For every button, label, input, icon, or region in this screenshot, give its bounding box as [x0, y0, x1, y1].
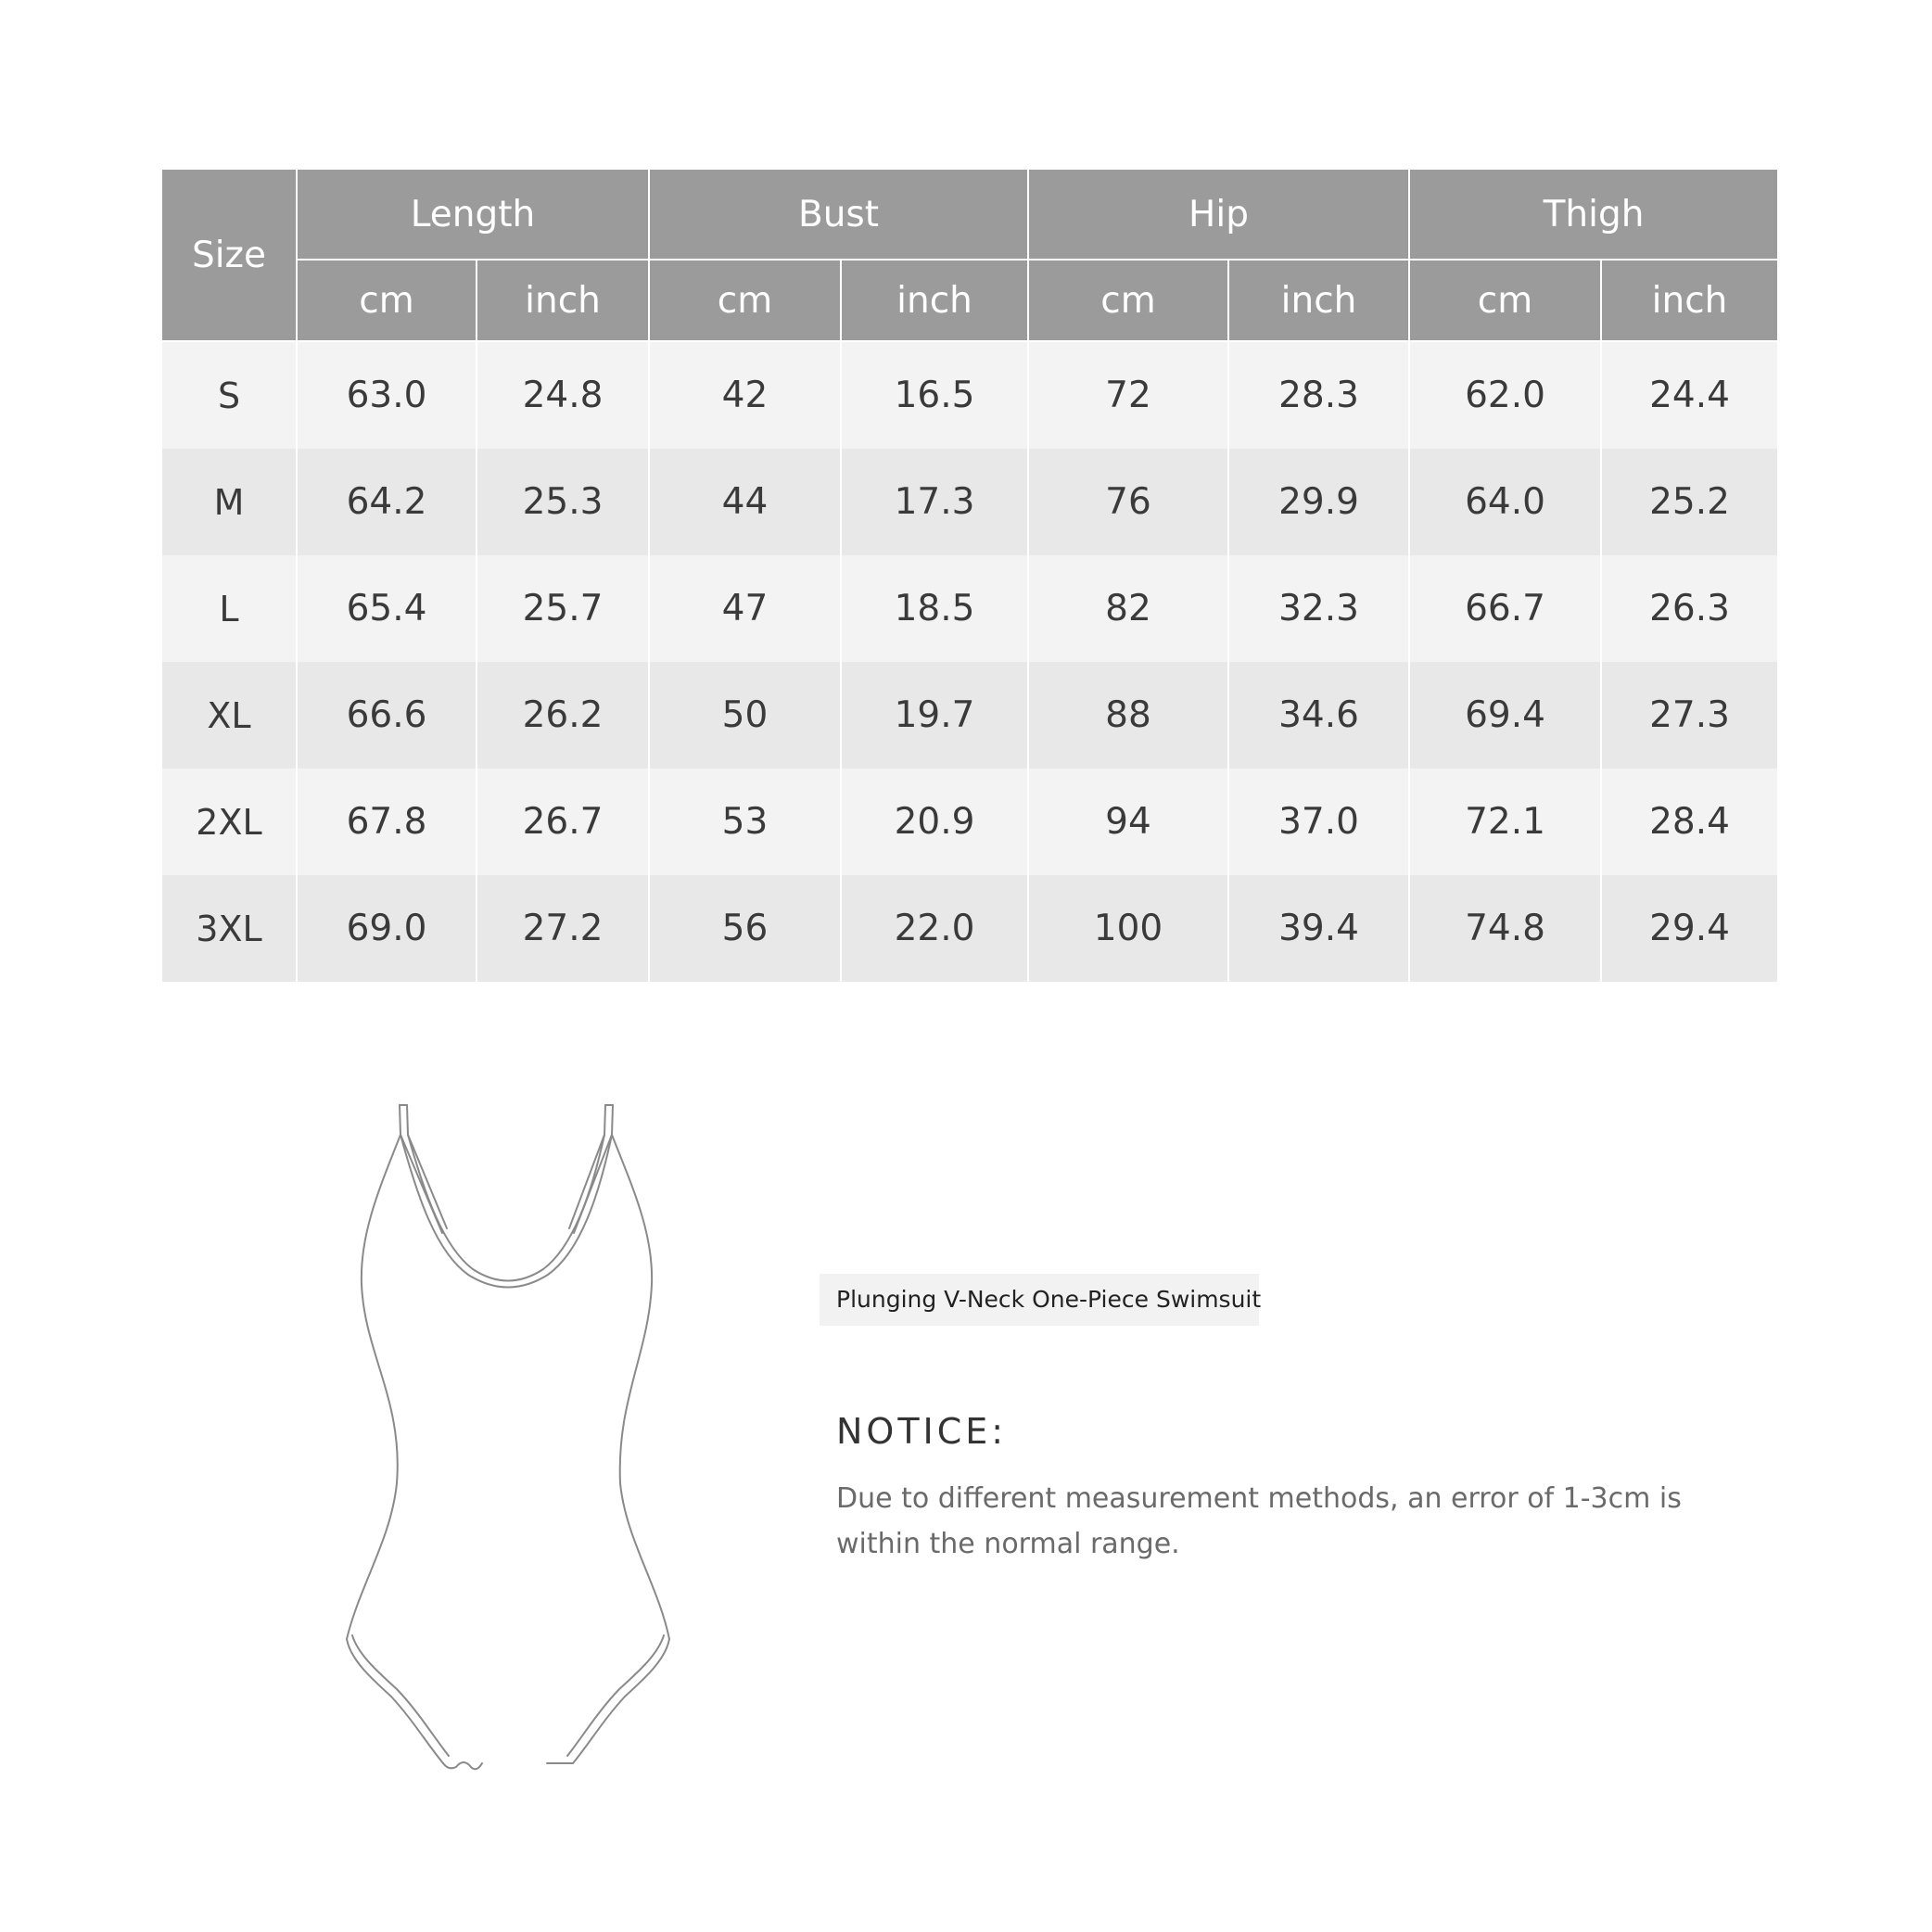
- table-cell: 27.2: [477, 875, 649, 982]
- size-cell: S: [161, 341, 297, 449]
- size-chart-table: [160, 168, 1779, 982]
- table-row: [161, 341, 1778, 449]
- table-row: [161, 875, 1778, 982]
- unit-header: inch: [1601, 260, 1778, 341]
- table-cell: 39.4: [1228, 875, 1409, 982]
- size-cell: 3XL: [161, 875, 297, 982]
- table-cell: 74.8: [1409, 875, 1601, 982]
- size-cell: 2XL: [161, 769, 297, 875]
- table-cell: 24.8: [477, 341, 649, 449]
- table-cell: 94: [1028, 769, 1228, 875]
- unit-header: cm: [1028, 260, 1228, 341]
- table-cell: 18.5: [841, 555, 1028, 662]
- table-cell: 66.7: [1409, 555, 1601, 662]
- table-cell: 72.1: [1409, 769, 1601, 875]
- table-cell: 29.4: [1601, 875, 1778, 982]
- table-cell: 69.4: [1409, 662, 1601, 769]
- unit-header: inch: [1228, 260, 1409, 341]
- table-cell: 100: [1028, 875, 1228, 982]
- table-cell: 25.7: [477, 555, 649, 662]
- table-cell: 20.9: [841, 769, 1028, 875]
- notice-title: NOTICE:: [836, 1411, 1008, 1452]
- size-cell: L: [161, 555, 297, 662]
- table-cell: 63.0: [297, 341, 477, 449]
- size-cell: XL: [161, 662, 297, 769]
- table-cell: 24.4: [1601, 341, 1778, 449]
- table-cell: 19.7: [841, 662, 1028, 769]
- table-cell: 26.7: [477, 769, 649, 875]
- table-cell: 37.0: [1228, 769, 1409, 875]
- table-cell: 62.0: [1409, 341, 1601, 449]
- table-cell: 26.2: [477, 662, 649, 769]
- table-row: [161, 662, 1778, 769]
- table-cell: 17.3: [841, 449, 1028, 555]
- unit-header: inch: [477, 260, 649, 341]
- table-cell: 32.3: [1228, 555, 1409, 662]
- table-cell: 64.2: [297, 449, 477, 555]
- table-cell: 28.3: [1228, 341, 1409, 449]
- length-header: Length: [297, 169, 649, 260]
- unit-header: cm: [649, 260, 841, 341]
- table-cell: 29.9: [1228, 449, 1409, 555]
- thigh-header: Thigh: [1409, 169, 1778, 260]
- table-header-row-groups: [161, 169, 1778, 260]
- table-cell: 42: [649, 341, 841, 449]
- table-cell: 67.8: [297, 769, 477, 875]
- table-cell: 88: [1028, 662, 1228, 769]
- table-row: [161, 449, 1778, 555]
- notice-text: Due to different measurement methods, an error of 1-3cm is within the normal range.: [836, 1482, 1682, 1560]
- table-cell: 27.3: [1601, 662, 1778, 769]
- table-cell: 65.4: [297, 555, 477, 662]
- table-cell: 34.6: [1228, 662, 1409, 769]
- unit-header: cm: [1409, 260, 1601, 341]
- table-cell: 25.2: [1601, 449, 1778, 555]
- table-header-row-units: [161, 260, 1778, 341]
- table-cell: 76: [1028, 449, 1228, 555]
- table-cell: 16.5: [841, 341, 1028, 449]
- table-row: [161, 769, 1778, 875]
- hip-header: Hip: [1028, 169, 1409, 260]
- table-cell: 26.3: [1601, 555, 1778, 662]
- table-cell: 56: [649, 875, 841, 982]
- size-column-header: Size: [161, 169, 297, 341]
- product-name-label: Plunging V-Neck One-Piece Swimsuit: [820, 1274, 1259, 1326]
- unit-header: cm: [297, 260, 477, 341]
- table-cell: 64.0: [1409, 449, 1601, 555]
- unit-header: inch: [841, 260, 1028, 341]
- table-cell: 22.0: [841, 875, 1028, 982]
- table-cell: 66.6: [297, 662, 477, 769]
- size-cell: M: [161, 449, 297, 555]
- table-cell: 82: [1028, 555, 1228, 662]
- table-cell: 25.3: [477, 449, 649, 555]
- table-cell: 28.4: [1601, 769, 1778, 875]
- table-cell: 72: [1028, 341, 1228, 449]
- table-cell: 53: [649, 769, 841, 875]
- swimsuit-outline-icon: [334, 1094, 686, 1780]
- table-cell: 47: [649, 555, 841, 662]
- table-cell: 44: [649, 449, 841, 555]
- bust-header: Bust: [649, 169, 1028, 260]
- table-cell: 69.0: [297, 875, 477, 982]
- table-row: [161, 555, 1778, 662]
- table-cell: 50: [649, 662, 841, 769]
